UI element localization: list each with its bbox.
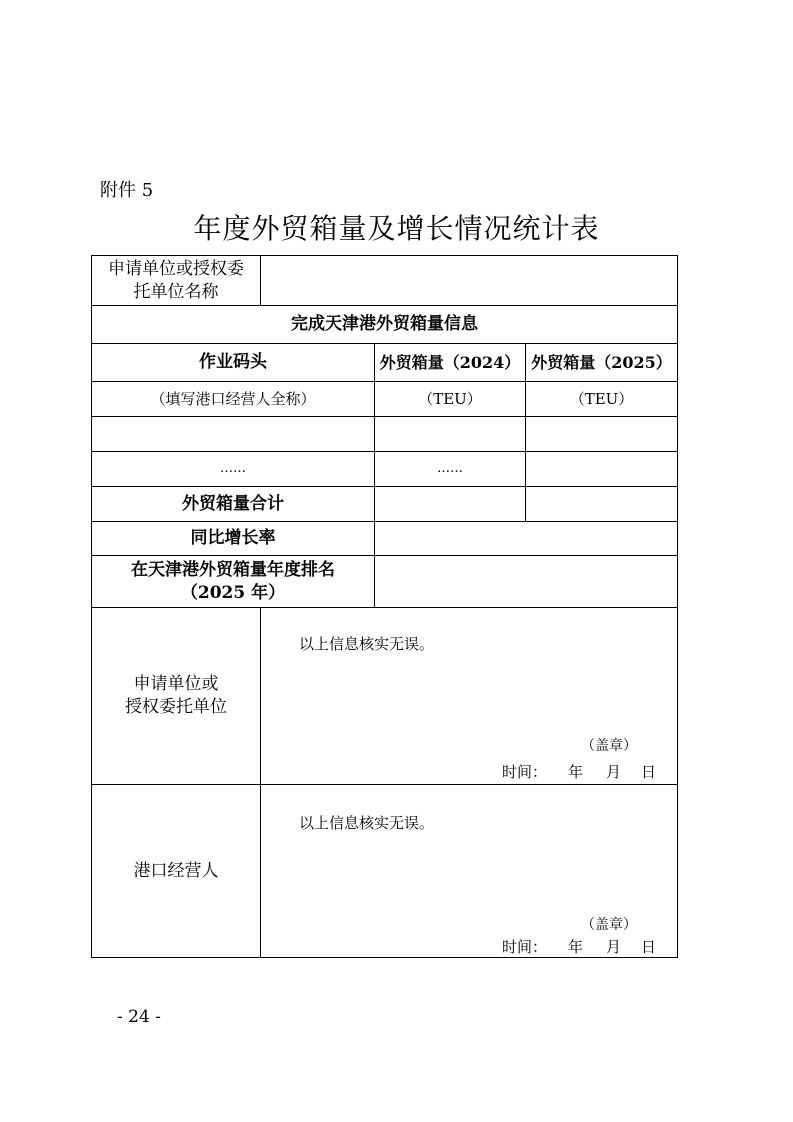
table-rule (260, 607, 261, 957)
ellipsis-2024: …… (437, 461, 463, 477)
applicant-name-label (92, 256, 260, 305)
port-operator-time-label: 时间： (502, 938, 548, 956)
hint-unit-2024: （TEU） (418, 389, 482, 408)
growth-rate-field[interactable] (375, 522, 677, 555)
applicant-sign-label-line1: 申请单位或 (133, 674, 219, 695)
applicant-name-label-line2: 托单位名称 (133, 281, 219, 302)
applicant-day: 日 (641, 763, 657, 781)
terminal-field[interactable] (92, 417, 374, 451)
volume-2025-field[interactable] (526, 452, 677, 486)
applicant-seal: （盖章） (581, 738, 637, 754)
applicant-sign-label-line2: 授权委托单位 (125, 697, 227, 717)
applicant-sign-label (92, 608, 260, 784)
volume-2024-field[interactable] (375, 417, 525, 451)
applicant-year: 年 (568, 763, 584, 781)
ranking-label (92, 556, 374, 607)
ranking-label-line1: 在天津港外贸箱量年度排名 (131, 560, 335, 581)
page-number: - 24 - (117, 1007, 161, 1027)
volume-2025-field[interactable] (526, 417, 677, 451)
applicant-statement: 以上信息核实无误。 (299, 635, 435, 653)
col-header-2025: 外贸箱量（2025） (531, 352, 672, 372)
applicant-name-field[interactable] (261, 256, 677, 305)
port-operator-label: 港口经营人 (133, 860, 219, 881)
ranking-label-line2: （2025 年） (180, 582, 286, 603)
applicant-month: 月 (606, 763, 622, 781)
total-2024-field[interactable] (375, 487, 525, 521)
table-border-bottom (91, 957, 678, 958)
ranking-field[interactable] (375, 556, 677, 607)
applicant-name-label-line1: 申请单位或授权委 (108, 258, 244, 279)
growth-rate-label: 同比增长率 (190, 528, 276, 549)
col-header-2024: 外贸箱量（2024） (379, 352, 521, 372)
col-header-terminal: 作业码头 (199, 352, 267, 373)
hint-unit-2025: （TEU） (569, 389, 634, 408)
hint-terminal: （填写港口经营人全称） (150, 389, 316, 408)
port-operator-day: 日 (641, 938, 657, 956)
port-operator-seal: （盖章） (581, 917, 637, 933)
total-2025-field[interactable] (526, 487, 677, 521)
applicant-time-label: 时间： (502, 763, 548, 781)
page-title: 年度外贸箱量及增长情况统计表 (193, 212, 600, 245)
port-operator-statement: 以上信息核实无误。 (299, 814, 435, 832)
section-header: 完成天津港外贸箱量信息 (291, 314, 478, 335)
table-border-right (677, 255, 678, 958)
ellipsis-terminal: …… (220, 461, 246, 477)
port-operator-month: 月 (606, 938, 622, 956)
total-label: 外贸箱量合计 (182, 493, 284, 514)
attachment-label: 附件 5 (100, 180, 154, 201)
port-operator-year: 年 (568, 938, 584, 956)
